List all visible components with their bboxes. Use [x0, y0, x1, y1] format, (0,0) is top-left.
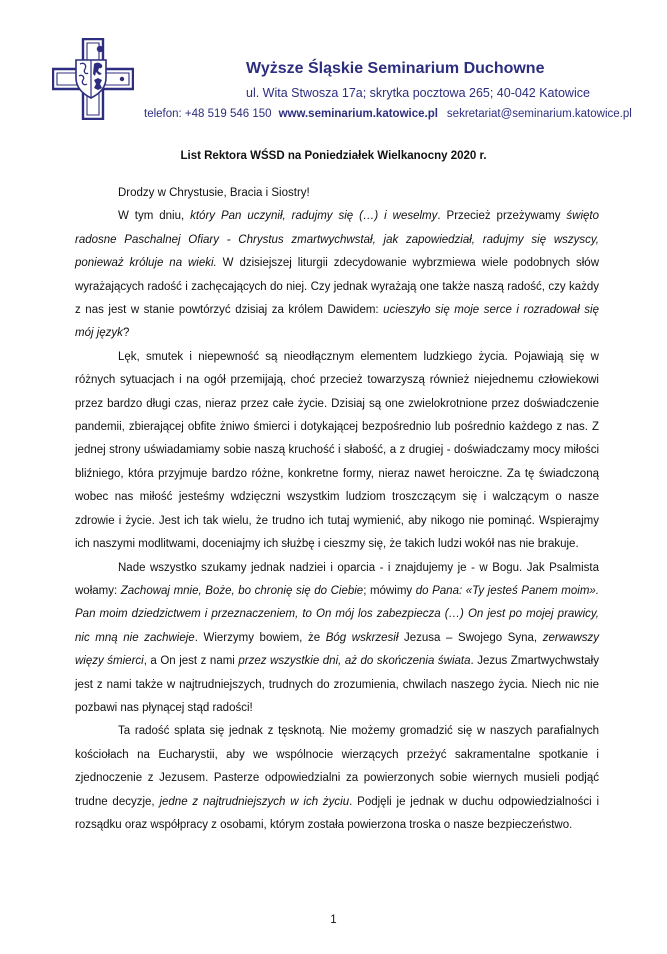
paragraph-3 — [75, 557, 599, 721]
paragraph-3-text-6: . Jezus Zmartwychwstały jest z nami także w najtrudniejszych, trudnych do zrozumienia, chwilach naszego życia. Niech nic nie pozbawi nas płynącej stąd radości! — [75, 655, 599, 714]
paragraph-3-quote-4: zerwawszy więzy śmierci — [75, 631, 599, 668]
paragraph-1-text-4: ? — [122, 327, 130, 340]
seminary-name: Wyższe Śląskie Seminarium Duchowne — [246, 60, 545, 77]
paragraph-4 — [75, 720, 599, 837]
paragraph-3-text-2: ; mówimy — [363, 584, 416, 597]
paragraph-3-text-4: Jezusa – Swojego Syna, — [398, 631, 543, 644]
paragraph-3-text-5: , a On jest z nami — [143, 655, 239, 668]
paragraph-4-text-1: Ta radość splata się jednak z tęsknotą. Nie możemy gromadzić się w naszych parafialnych kościołach na Eucharystii, aby we wspólnocie wierzących przeżyć sakramentalne spotkanie i zjednoczenie z Jezusem. Pasterze odpowiedzialni za powierzonych sobie wiernych musieli podjąć trudne decyzje, — [75, 725, 599, 808]
paragraph-1-quote-2: święto radosne Paschalnej Ofiary - Chrystus zmartwychwstał, jak zapowiedział, radujmy się wszyscy, ponieważ króluje na wieki. — [75, 210, 599, 270]
paragraph-3-text-3: . Wierzymy bowiem, że — [194, 631, 326, 644]
seminary-address: ul. Wita Stwosza 17a; skrytka pocztowa 265; 40-042 Katowice — [246, 86, 590, 100]
letter-title: List Rektora WŚSD na Poniedziałek Wielkanocny 2020 r. — [180, 150, 487, 162]
page-number: 1 — [330, 914, 337, 926]
paragraph-3-quote-5: przez wszystkie dni, aż do skończenia świata — [238, 655, 471, 668]
paragraph-2: Lęk, smutek i niepewność są nieodłącznym elementem ludzkiego życia. Pojawiają się w różnych sytuacjach i na ogół przemijają, choć przecież towarzyszą również niejednemu człowiekowi przez bardzo długi czas, nieraz przez całe życie. Dzisiaj są one zwielokrotnione przez doświadczenie pandemii, zbierającej obfite żniwo śmierci i dotykającej bezpośrednio lub pośrednio każdego z nas. Z jednej strony uświadamiamy sobie naszą kruchość i słabość, a z drugiej - doświadczamy mocy miłości bliźniego, która przyjmuje bardzo różne, konkretne formy, nieraz nawet heroiczne. Za tę świadczoną wobec nas miłość jesteśmy wdzięczni wszystkim ludziom troszczącym się i walczącym o nasze zdrowie i życie. Jest ich tak wielu, że trudno ich tutaj wymienić, aby nikogo nie pominąć. Wspierajmy ich naszymi modlitwami, doceniajmy ich służbę i cieszmy się, że takich ludzi wokół nas nie brakuje. — [75, 350, 599, 551]
paragraph-4-text-2: . Podjęli je jednak w duchu odpowiedzialności i rozsądku oraz współpracy z osobami, którym została powierzona troska o nasze bezpieczeństwo. — [75, 795, 600, 831]
phone-number: telefon: +48 519 546 150 — [144, 108, 272, 120]
contact-line — [144, 108, 632, 120]
paragraph-3-quote-2: do Pana: «Ty jesteś Panem moim». Pan moim dziedzictwem i przeznaczeniem, to On mój los zabezpiecza (…) On jest po mojej prawicy, nic mną nie zachwieje — [75, 584, 599, 644]
paragraph-1-text-2: . Przecież przeżywamy — [437, 210, 567, 223]
paragraph-1-text-1: W tym dniu, — [118, 210, 191, 223]
paragraph-1-quote-3: ucieszyło się moje serce i rozradował się mój język — [75, 304, 600, 340]
paragraph-3-quote-3: Bóg wskrzesił — [325, 631, 399, 644]
paragraph-1 — [75, 205, 599, 345]
paragraph-1-quote-1: który Pan uczynił, radujmy się (…) i weselmy — [190, 210, 438, 223]
paragraph-3-text-1: Nade wszystko szukamy jednak nadziei i oparcia - i znajdujemy je - w Bogu. Jak Psalmista wołamy: — [75, 561, 599, 597]
salutation: Drodzy w Chrystusie, Bracia i Siostry! — [118, 187, 310, 199]
paragraph-3-quote-1: Zachowaj mnie, Boże, bo chronię się do Ciebie — [120, 584, 364, 597]
paragraph-1-text-3: W dzisiejszej liturgii zdecydowanie wybrzmiewa wiele podobnych słów wyrażających radość i zachęcających do niej. Czy jednak wyrażają one także naszą radość, czy każdy z nas jest w stanie powtórzyć dzisiaj za królem Dawidem: — [75, 257, 599, 317]
website-link[interactable]: www.seminarium.katowice.pl — [278, 108, 438, 120]
paragraph-4-quote-1: jedne z najtrudniejszych w ich życiu — [159, 795, 350, 808]
seminary-logo — [52, 38, 134, 120]
letter-body — [75, 182, 599, 837]
email-link[interactable]: sekretariat@seminarium.katowice.pl — [446, 108, 632, 120]
